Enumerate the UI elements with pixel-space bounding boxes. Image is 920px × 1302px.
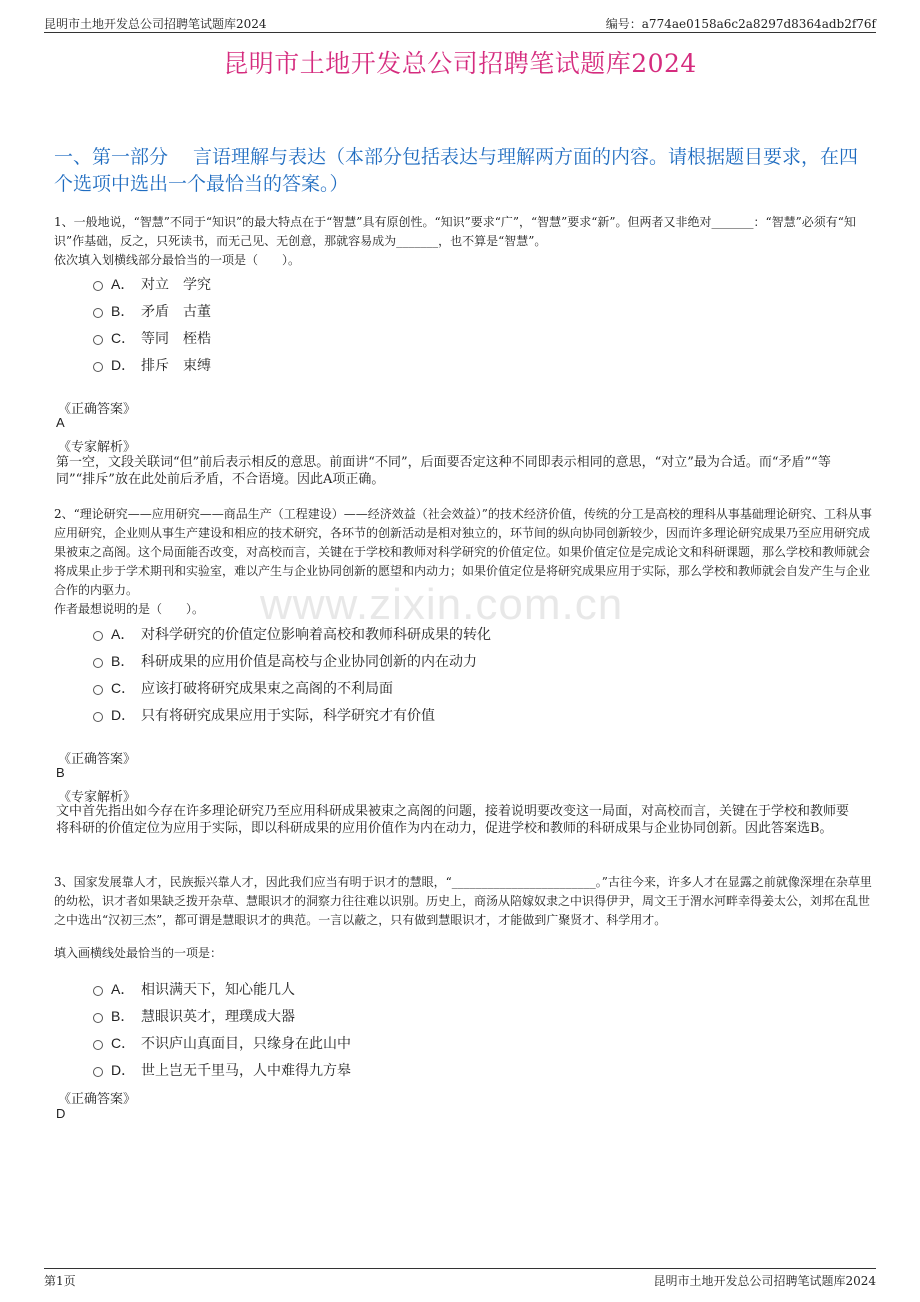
question-2-prompt: 作者最想说明的是（ ）。 [54, 602, 205, 616]
question-3 [54, 873, 872, 930]
header-doc-title: 昆明市土地开发总公司招聘笔试题库2024 [44, 17, 267, 31]
radio-icon[interactable] [93, 1013, 103, 1023]
option-letter: B． [111, 1008, 135, 1024]
radio-icon[interactable] [93, 335, 103, 345]
radio-icon[interactable] [93, 658, 103, 668]
watermark: www.zixin.com.cn [260, 580, 624, 629]
page-header [44, 12, 876, 33]
option-letter: C． [111, 680, 136, 696]
option-letter: A． [111, 626, 135, 642]
question-1 [54, 213, 872, 270]
option-text: 世上岂无千里马，人中难得九方皋 [141, 1063, 351, 1079]
radio-icon[interactable] [93, 362, 103, 372]
answer-value: D [56, 1106, 66, 1121]
question-2-option-d[interactable] [93, 705, 435, 725]
footer-doc-title: 昆明市土地开发总公司招聘笔试题库2024 [653, 1274, 876, 1288]
analysis-text: 第一空，文段关联词“但”前后表示相反的意思。前面讲“不同”，后面要否定这种不同即表示相同的意思，“对立”最为合适。而“矛盾”“等同”“排斥”放在此处前后矛盾，不合语境。因此A项正确。 [56, 455, 831, 487]
answer-label: 《正确答案》 [58, 752, 137, 767]
option-letter: D． [111, 707, 136, 723]
question-3-option-d[interactable] [93, 1060, 351, 1080]
option-letter: C． [111, 330, 136, 346]
answer-value: A [56, 415, 65, 430]
radio-icon[interactable] [93, 986, 103, 996]
question-2-text: 2、“理论研究——应用研究——商品生产（工程建设）——经济效益（社会效益）”的技术经济价值，传统的分工是高校的理科从事基础理论研究、工科从事应用研究，企业则从事生产建设和相应的技术研究，各环节的创新活动是相对独立的，环节间的纵向协同创新较少，因而许多理论研究成果乃至应用研究成果被束之高阁。这个局面能否改变，对高校而言，关键在于学校和教师对科学研究的价值定位。如果价值定位是完成论文和科研课题，那么学校和教师就会将成果止步于学术期刊和实验室，难以产生与企业协同创新的愿望和内动力；如果价值定位是将研究成果应用于实际，那么学校和教师就会自发产生与企业合作的内驱力。 [54, 507, 872, 597]
option-text: 相识满天下，知心能几人 [141, 982, 295, 998]
question-1-option-b[interactable] [93, 301, 211, 321]
radio-icon[interactable] [93, 1040, 103, 1050]
option-text: 科研成果的应用价值是高校与企业协同创新的内在动力 [141, 654, 477, 670]
option-letter: A． [111, 981, 135, 997]
question-2-option-c[interactable] [93, 678, 393, 698]
question-1-option-d[interactable] [93, 355, 211, 375]
option-text: 等同 桎梏 [141, 331, 211, 347]
page-number: 第1页 [44, 1274, 76, 1288]
option-text: 矛盾 古董 [141, 304, 211, 320]
question-3-option-a[interactable] [93, 979, 295, 999]
radio-icon[interactable] [93, 308, 103, 318]
question-1-prompt: 依次填入划横线部分最恰当的一项是（ ）。 [54, 253, 301, 267]
question-3-prompt: 填入画横线处最恰当的一项是： [54, 946, 223, 960]
page-footer [44, 1268, 876, 1289]
radio-icon[interactable] [93, 1067, 103, 1077]
question-2-option-b[interactable] [93, 651, 477, 671]
answer-label: 《正确答案》 [58, 402, 137, 417]
question-1-option-a[interactable] [93, 274, 211, 294]
radio-icon[interactable] [93, 685, 103, 695]
answer-value: B [56, 765, 65, 780]
option-letter: B． [111, 303, 135, 319]
analysis-text: 文中首先指出如今存在许多理论研究乃至应用科研成果被束之高阁的问题，接着说明要改变这一局面，对高校而言，关键在于学校和教师要将科研的价值定位为应用于实际，即以科研成果的应用价值作为内在动力，促进学校和教师的科研成果与企业协同创新。因此答案选B。 [56, 804, 850, 836]
question-2 [54, 505, 872, 619]
analysis-label: 《专家解析》 [58, 440, 137, 455]
option-text: 应该打破将研究成果束之高阁的不利局面 [141, 681, 393, 697]
radio-icon[interactable] [93, 281, 103, 291]
option-letter: B． [111, 653, 135, 669]
question-3-option-b[interactable] [93, 1006, 295, 1026]
option-text: 慧眼识英才，理璞成大器 [141, 1009, 295, 1025]
question-3-option-c[interactable] [93, 1033, 351, 1053]
radio-icon[interactable] [93, 631, 103, 641]
header-doc-id: 编号：a774ae0158a6c2a8297d8364adb2f76f [605, 17, 876, 31]
option-text: 排斥 束缚 [141, 358, 211, 374]
analysis-label: 《专家解析》 [58, 790, 137, 805]
option-text: 只有将研究成果应用于实际，科学研究才有价值 [141, 708, 435, 724]
option-letter: D． [111, 1062, 136, 1078]
section-heading: 一、第一部分 言语理解与表达（本部分包括表达与理解两方面的内容。请根据题目要求，在四个选项中选出一个最恰当的答案。） [54, 146, 859, 195]
question-2-option-a[interactable] [93, 624, 491, 644]
answer-label: 《正确答案》 [58, 1092, 137, 1107]
question-1-option-c[interactable] [93, 328, 211, 348]
option-letter: A． [111, 276, 135, 292]
radio-icon[interactable] [93, 712, 103, 722]
option-text: 不识庐山真面目，只缘身在此山中 [141, 1036, 351, 1052]
option-letter: D． [111, 357, 136, 373]
option-text: 对科学研究的价值定位影响着高校和教师科研成果的转化 [141, 627, 491, 643]
option-text: 对立 学究 [141, 277, 211, 293]
option-letter: C． [111, 1035, 136, 1051]
question-1-text: 1、一般地说，“智慧”不同于“知识”的最大特点在于“智慧”具有原创性。“知识”要求“广”，“智慧”要求“新”。但两者又非绝对_______：“智慧”必须有“知识”作基础，反之，只死读书，而无己见、无创意，那就容易成为_______，也不算是“智慧”。 [54, 215, 856, 248]
page-title: 昆明市土地开发总公司招聘笔试题库2024 [223, 49, 697, 78]
question-3-text: 3、国家发展靠人才，民族振兴靠人才，因此我们应当有明于识才的慧眼，“________________________。”古往今来，许多人才在显露之前就像深埋在杂草里的幼松，识才者如果缺乏拨开杂草、慧眼识才的洞察力往往难以识别。历史上，商汤从陪嫁奴隶之中识得伊尹，周文王于渭水河畔幸得姜太公，刘邦在乱世之中选出“汉初三杰”，都可谓是慧眼识才的典范。一言以蔽之，只有做到慧眼识才，才能做到广聚贤才、科学用才。 [54, 875, 872, 927]
